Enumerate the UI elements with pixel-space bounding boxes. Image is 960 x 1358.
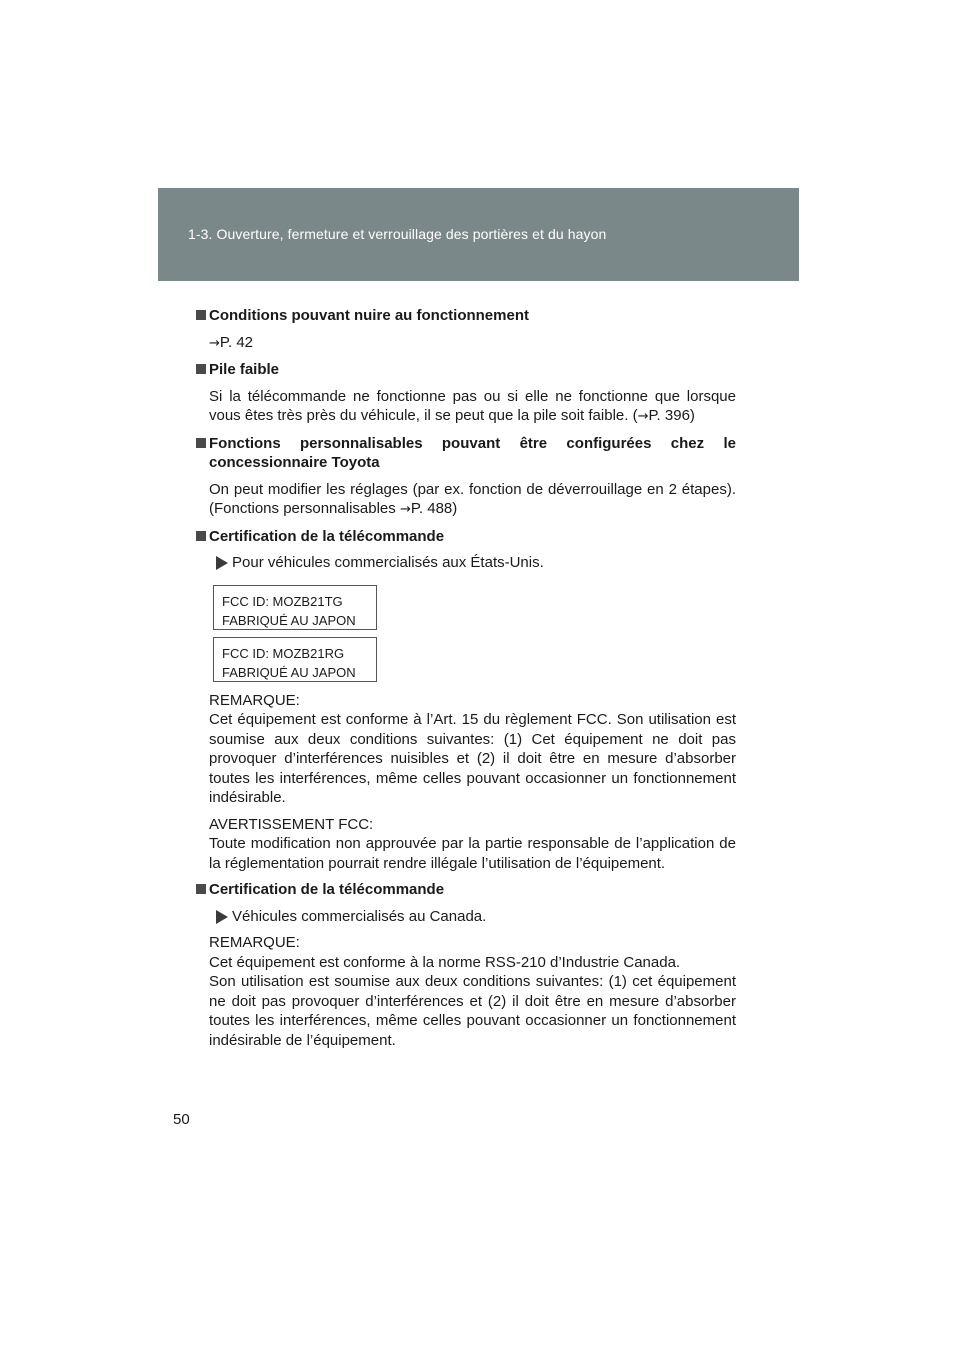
note-block bbox=[209, 933, 736, 1050]
section-body: Si la télécommande ne fonctionne pas ou si elle ne fonctionne que lorsque vous êtes très près du véhicule, il se peut que la pile soit faible. (→P. 396) bbox=[209, 387, 736, 424]
note-label: REMARQUE: bbox=[209, 934, 300, 951]
chapter-title: 1-3. Ouverture, fermeture et verrouillage des portières et du hayon bbox=[188, 226, 607, 242]
fcc-label-box: FCC ID: MOZB21TG FABRIQUÉ AU JAPON bbox=[213, 585, 377, 630]
section-heading: Pile faible bbox=[209, 360, 736, 380]
note-text: Cet équipement est conforme à l’Art. 15 du règlement FCC. Son utilisation est soumise aux deux conditions suivantes: (1) Cet équipement ne doit pas provoquer d’interférences nuisibles et (2) il doit être en mesure d’absorber toutes les interférences, même celles pouvant occasionner un fonctionnement indésirable. bbox=[209, 711, 736, 806]
note-text: Son utilisation est soumise aux deux conditions suivantes: (1) cet équipement ne doit pas provoquer d’interférences et (2) il doit être en mesure d’absorber toutes les interférences, même celles pouvant occasionner un fonctionnement indésirable de l’équipement. bbox=[209, 973, 736, 1049]
square-bullet-icon bbox=[196, 364, 206, 374]
section-conditions bbox=[209, 306, 736, 353]
page-content bbox=[209, 306, 736, 1050]
note-block bbox=[209, 691, 736, 808]
section-certification-usa bbox=[209, 527, 736, 874]
warning-text: Toute modification non approuvée par la partie responsable de l’application de la réglementation pourrait rendre illégale l’utilisation de l’équipement. bbox=[209, 835, 736, 872]
arrow-right-icon: → bbox=[637, 409, 649, 424]
arrow-right-icon: → bbox=[399, 502, 411, 517]
chapter-header bbox=[158, 188, 799, 281]
page-reference: →P. 42 bbox=[209, 333, 253, 351]
square-bullet-icon bbox=[196, 531, 206, 541]
square-bullet-icon bbox=[196, 884, 206, 894]
section-pile-faible bbox=[209, 360, 736, 427]
fcc-label-group bbox=[209, 585, 736, 682]
market-bullet: Véhicules commercialisés au Canada. bbox=[209, 907, 736, 927]
square-bullet-icon bbox=[196, 438, 206, 448]
page-number: 50 bbox=[173, 1111, 190, 1128]
fcc-label-box: FCC ID: MOZB21RG FABRIQUÉ AU JAPON bbox=[213, 637, 377, 682]
triangle-bullet-icon bbox=[216, 910, 228, 924]
triangle-bullet-icon bbox=[216, 556, 228, 570]
section-fonctions-personnalisables bbox=[209, 434, 736, 520]
warning-block bbox=[209, 815, 736, 874]
warning-label: AVERTISSEMENT FCC: bbox=[209, 815, 374, 833]
arrow-right-icon: → bbox=[209, 335, 220, 351]
square-bullet-icon bbox=[196, 310, 206, 320]
note-label: REMARQUE: bbox=[209, 691, 300, 709]
note-line: Cet équipement est conforme à la norme RSS-210 d’Industrie Canada. bbox=[209, 953, 681, 971]
section-body: On peut modifier les réglages (par ex. fonction de déverrouillage en 2 étapes). (Fonctions personnalisables →P. 488) bbox=[209, 480, 736, 517]
section-heading: Conditions pouvant nuire au fonctionnement bbox=[209, 306, 736, 326]
market-bullet: Pour véhicules commercialisés aux États-Unis. bbox=[209, 553, 736, 573]
section-certification-canada bbox=[209, 880, 736, 1050]
section-heading: Fonctions personnalisables pouvant être configurées chez le concessionnaire Toyota bbox=[209, 434, 736, 473]
section-heading: Certification de la télécommande bbox=[209, 880, 736, 900]
section-heading: Certification de la télécommande bbox=[209, 527, 736, 547]
